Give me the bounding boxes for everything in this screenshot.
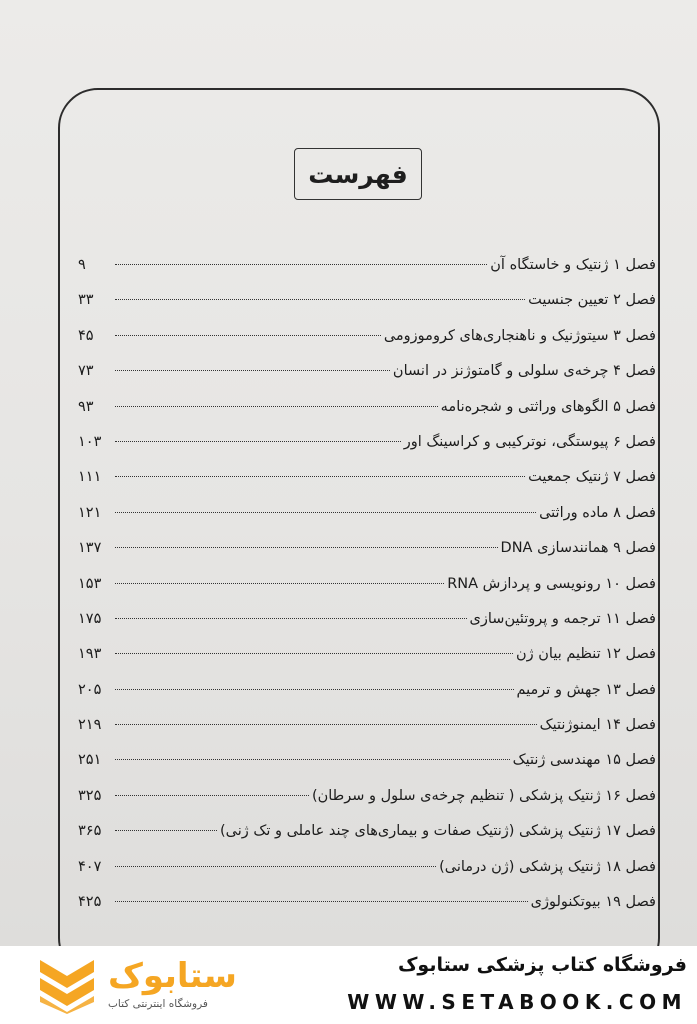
page-number: ۳۲۵ (78, 787, 102, 804)
dot-leader (115, 476, 525, 477)
chapter-title: فصل ۱ ژنتیک و خاستگاه آن (490, 257, 656, 273)
page-number: ۹۳ (78, 398, 94, 415)
dot-leader (115, 406, 438, 407)
chapter-title: فصل ۱۰ رونویسی و پردازش RNA (447, 575, 656, 592)
page-number: ۴۲۵ (78, 894, 102, 911)
dot-leader (115, 370, 390, 371)
chapter-title: فصل ۱۶ ژنتیک پزشکی ( تنظیم چرخه‌ی سلول و سرطان) (311, 787, 656, 804)
page-number: ۱۵۳ (78, 575, 102, 592)
chapter-title: فصل ۱۱ ترجمه و پروتئین‌سازی (469, 610, 656, 627)
logo-tagline: فروشگاه اینترنتی کتاب (108, 998, 208, 1010)
table-of-contents (78, 248, 656, 920)
page-number: ۲۱۹ (78, 717, 102, 734)
toc-entry[interactable] (78, 354, 656, 389)
page-number: ۴۰۷ (78, 858, 102, 875)
dot-leader (115, 901, 528, 902)
page-number: ۷۳ (78, 363, 94, 380)
chapter-title: فصل ۱۴ ایمنوژنتیک (539, 717, 656, 734)
chevron-logo-icon (36, 956, 98, 1014)
toc-entry[interactable] (78, 567, 656, 602)
dot-leader (115, 866, 436, 867)
store-logo[interactable] (36, 954, 276, 1018)
dot-leader (115, 724, 537, 725)
toc-entry[interactable] (78, 637, 656, 672)
toc-entry[interactable] (78, 673, 656, 708)
page-number: ۱۲۱ (78, 504, 102, 521)
toc-entry[interactable] (78, 460, 656, 495)
dot-leader (115, 689, 514, 690)
page-title: فهرست (294, 148, 422, 200)
toc-entry[interactable] (78, 885, 656, 920)
chapter-title: فصل ۱۸ ژنتیک پزشکی (ژن درمانی) (439, 858, 656, 875)
dot-leader (115, 335, 381, 336)
toc-entry[interactable] (78, 248, 656, 283)
chapter-title: فصل ۱۳ جهش و ترمیم (516, 681, 656, 698)
dot-leader (115, 618, 467, 619)
toc-entry[interactable] (78, 779, 656, 814)
dot-leader (115, 547, 498, 548)
toc-entry[interactable] (78, 425, 656, 460)
chapter-title: فصل ۷ ژنتیک جمعیت (528, 469, 656, 486)
store-url-link[interactable]: WWW.SETABOOK.COM (347, 990, 687, 1014)
page-number: ۱۱۱ (78, 469, 102, 486)
toc-entry[interactable] (78, 850, 656, 885)
logo-wordmark: ستابوک (108, 956, 237, 996)
page-number: ۹ (78, 257, 86, 273)
chapter-title: فصل ۵ الگوهای وراثتی و شجره‌نامه (440, 398, 656, 415)
dot-leader (115, 299, 525, 300)
dot-leader (115, 264, 487, 265)
toc-entry[interactable] (78, 708, 656, 743)
page-number: ۱۷۵ (78, 610, 102, 627)
dot-leader (115, 795, 309, 796)
page-number: ۲۵۱ (78, 752, 102, 769)
page-number: ۱۹۳ (78, 646, 102, 663)
toc-entry[interactable] (78, 743, 656, 778)
page-number: ۲۰۵ (78, 681, 102, 698)
toc-entry[interactable] (78, 319, 656, 354)
toc-entry[interactable] (78, 531, 656, 566)
chapter-title: فصل ۲ تعیین جنسیت (528, 292, 656, 309)
chapter-title: فصل ۸ ماده وراثتی (539, 504, 656, 521)
page-number: ۳۶۵ (78, 823, 102, 840)
toc-entry[interactable] (78, 283, 656, 318)
page-number: ۳۳ (78, 292, 94, 309)
dot-leader (115, 512, 536, 513)
chapter-title: فصل ۹ همانندسازی DNA (500, 540, 656, 557)
chapter-title: فصل ۴ چرخه‌ی سلولی و گامتوژنز در انسان (392, 363, 656, 380)
chapter-title: فصل ۱۹ بیوتکنولوژی (530, 894, 656, 911)
dot-leader (115, 441, 401, 442)
dot-leader (115, 653, 513, 654)
dot-leader (115, 583, 444, 584)
chapter-title: فصل ۱۵ مهندسی ژنتیک (512, 752, 656, 769)
dot-leader (115, 830, 217, 831)
chapter-title: فصل ۳ سیتوژنیک و ناهنجاری‌های کروموزومی (383, 327, 656, 344)
store-footer (0, 946, 697, 1024)
chapter-title: فصل ۱۷ ژنتیک پزشکی (ژنتیک صفات و بیماری‌های چند عاملی و تک ژنی) (219, 823, 656, 840)
dot-leader (115, 759, 510, 760)
store-name: فروشگاه کتاب پزشکی ستابوک (397, 954, 687, 976)
toc-entry[interactable] (78, 390, 656, 425)
chapter-title: فصل ۱۲ تنظیم بیان ژن (516, 646, 656, 663)
toc-entry[interactable] (78, 602, 656, 637)
toc-entry[interactable] (78, 814, 656, 849)
page-number: ۱۳۷ (78, 540, 102, 557)
page-number: ۱۰۳ (78, 433, 102, 450)
page-number: ۴۵ (78, 327, 94, 344)
chapter-title: فصل ۶ پیوستگی، نوترکیبی و کراسینگ اور (403, 433, 656, 450)
toc-entry[interactable] (78, 496, 656, 531)
